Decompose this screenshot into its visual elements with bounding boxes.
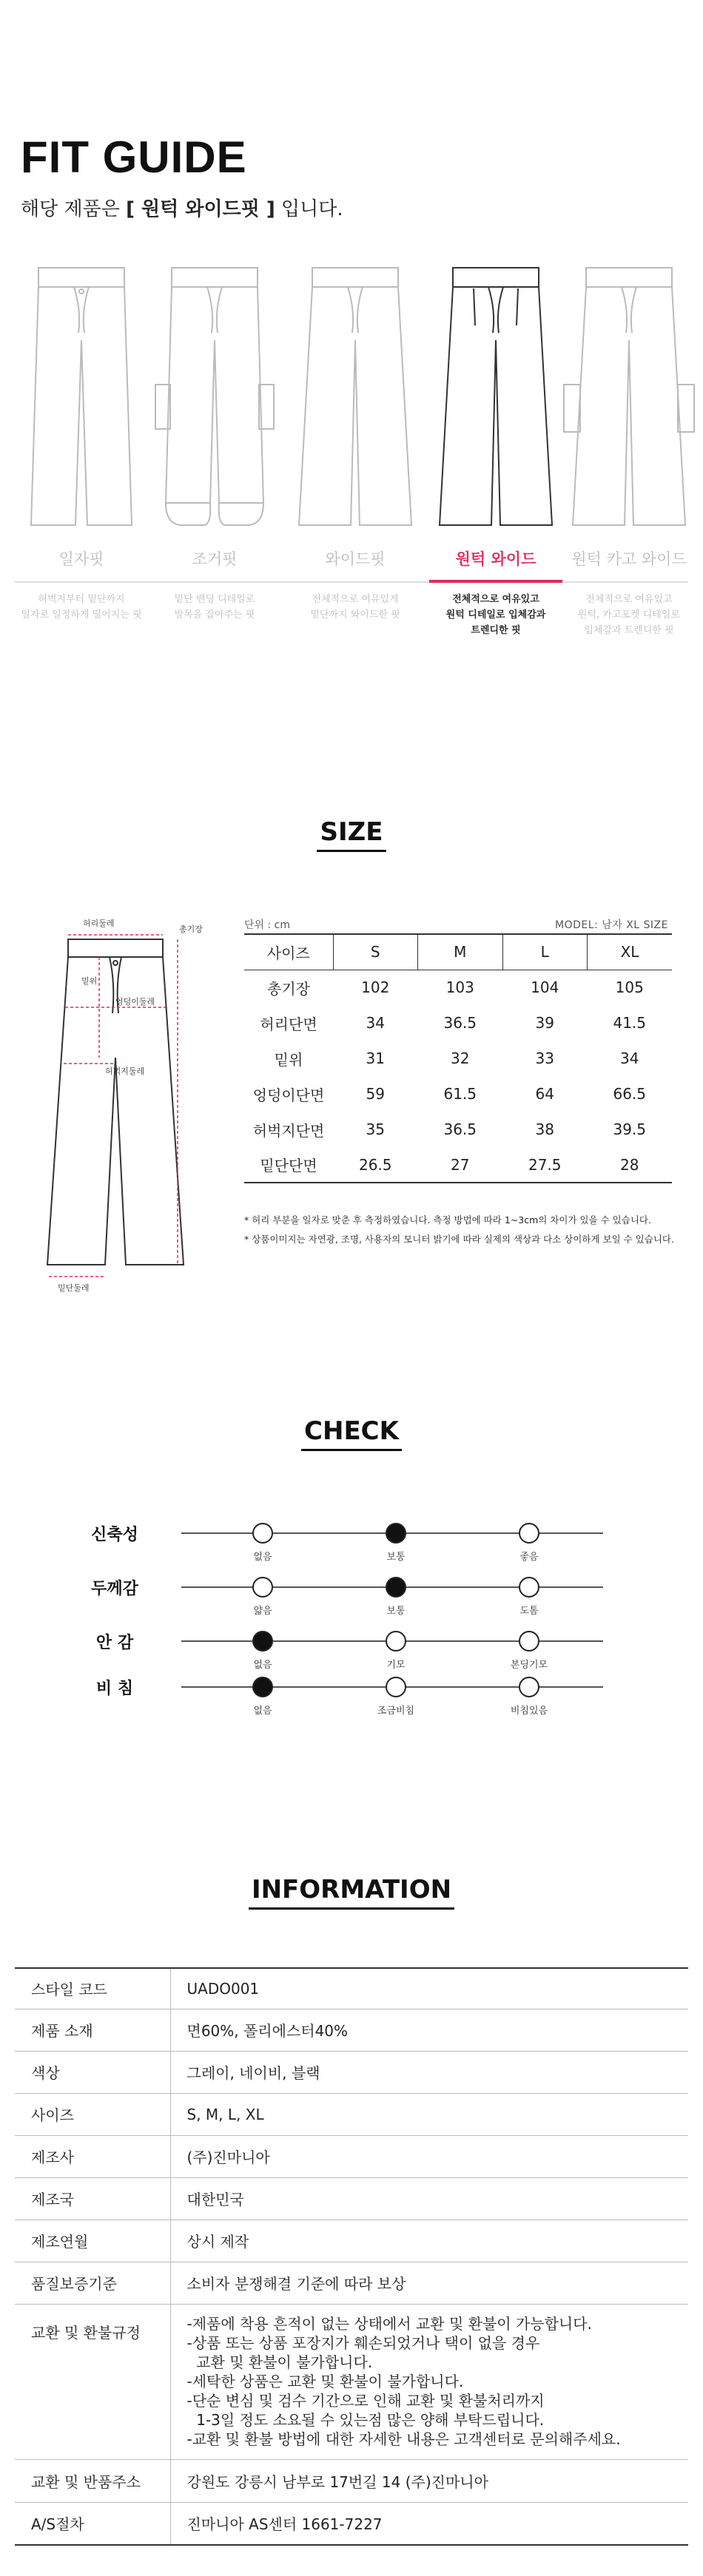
info-key: 품질보증기준 bbox=[15, 2262, 170, 2304]
info-value-multiline bbox=[170, 2304, 688, 2459]
check-section-title bbox=[0, 1416, 703, 1451]
size-cell: 27 bbox=[451, 1155, 470, 1174]
size-row bbox=[244, 1041, 672, 1076]
model-size: MODEL: 남자 XL SIZE bbox=[555, 919, 668, 931]
info-key: 제조연월 bbox=[15, 2220, 170, 2262]
info-row bbox=[15, 2304, 688, 2459]
one-tuck-cargo-wide-pants-illustration bbox=[562, 259, 696, 533]
info-value-line: 1-3일 정도 소요될 수 있는점 많은 양해 부탁드립니다. bbox=[186, 2411, 545, 2429]
fit-divider bbox=[15, 581, 688, 583]
size-header-cell: XL bbox=[588, 934, 673, 970]
size-cell: 35 bbox=[366, 1120, 385, 1138]
size-cell: 104 bbox=[531, 978, 559, 997]
fit-label-wide: 와이드핏 bbox=[325, 550, 386, 568]
info-value-line: 교환 및 환불이 불가합니다. bbox=[186, 2353, 373, 2371]
check-title-text: CHECK bbox=[301, 1416, 402, 1451]
size-cell: 102 bbox=[361, 978, 390, 997]
fit-desc-line: 원턱 디테일로 입체감과 bbox=[445, 609, 546, 621]
check-dot bbox=[386, 1631, 406, 1652]
fit-desc-one-tuck-wide bbox=[429, 592, 562, 638]
check-option: 좋음 bbox=[519, 1552, 539, 1563]
check-label: 비 침 bbox=[95, 1680, 134, 1698]
check-dot bbox=[252, 1523, 273, 1544]
size-unit: 단위 : cm bbox=[244, 919, 291, 931]
waist-label: 허리둘레 bbox=[83, 919, 115, 928]
size-row bbox=[244, 1076, 672, 1112]
info-key: 교환 및 환불규정 bbox=[15, 2304, 170, 2459]
size-section-title bbox=[0, 817, 703, 852]
size-cell: 33 bbox=[535, 1049, 554, 1067]
size-cell: 31 bbox=[366, 1049, 385, 1067]
hip-label: 엉덩이둘레 bbox=[115, 997, 155, 1007]
info-key: 스타일 코드 bbox=[15, 1968, 170, 2009]
size-row bbox=[244, 970, 672, 1005]
length-label: 총기장 bbox=[179, 924, 203, 934]
check-label: 안 감 bbox=[95, 1634, 134, 1652]
info-row bbox=[15, 2262, 688, 2304]
fit-desc-one-tuck-cargo-wide bbox=[562, 592, 696, 638]
check-option: 얇음 bbox=[253, 1606, 272, 1617]
info-value: 소비자 분쟁해결 기준에 따라 보상 bbox=[170, 2262, 688, 2304]
size-header-cell: M bbox=[418, 934, 503, 970]
fit-desc-line: 전체적으로 여유있고 bbox=[585, 594, 673, 605]
check-dot bbox=[386, 1523, 406, 1544]
info-key: 색상 bbox=[15, 2051, 170, 2093]
size-cell: 66.5 bbox=[613, 1085, 647, 1103]
info-value-line: -교환 및 환불 방법에 대한 자세한 내용은 고객센터로 문의해주세요. bbox=[186, 2430, 621, 2448]
info-value-line: -상품 또는 상품 포장지가 훼손되었거나 택이 없을 경우 bbox=[186, 2334, 540, 2352]
size-row bbox=[244, 1147, 672, 1183]
check-option: 없음 bbox=[253, 1705, 272, 1717]
fit-desc-line: 밑단 밴딩 디테일로 bbox=[174, 594, 255, 605]
info-key: 사이즈 bbox=[15, 2093, 170, 2135]
fit-label-one-tuck-cargo-wide: 원턱 카고 와이드 bbox=[571, 550, 687, 568]
size-cell: 39.5 bbox=[613, 1120, 647, 1138]
size-cell: 59 bbox=[366, 1085, 385, 1103]
check-label: 두께감 bbox=[91, 1580, 138, 1598]
size-row bbox=[244, 1005, 672, 1041]
info-value: (주)진마니아 bbox=[170, 2135, 688, 2177]
info-key: 제품 소재 bbox=[15, 2009, 170, 2051]
size-title-text: SIZE bbox=[317, 817, 386, 852]
check-dot bbox=[519, 1577, 539, 1598]
size-cell: 38 bbox=[535, 1120, 554, 1138]
info-row bbox=[15, 2009, 688, 2051]
check-dot bbox=[519, 1677, 539, 1697]
check-option: 기모 bbox=[386, 1660, 406, 1671]
fit-guide-subtitle bbox=[21, 194, 343, 221]
size-measure-diagram bbox=[22, 910, 222, 1309]
size-cell: 34 bbox=[366, 1014, 385, 1032]
fit-desc-line: 트렌디한 핏 bbox=[471, 625, 521, 636]
info-value: 상시 제작 bbox=[170, 2220, 688, 2262]
fit-desc-line: 전체적으로 여유있고 bbox=[452, 594, 539, 605]
size-cell: 28 bbox=[620, 1155, 639, 1174]
check-dot bbox=[386, 1677, 406, 1697]
fit-desc-line: 허벅지부터 밑단까지 bbox=[38, 594, 125, 605]
size-cell: 39 bbox=[535, 1014, 554, 1032]
size-row-name: 총기장 bbox=[267, 979, 310, 998]
info-value-line: -제품에 착용 흔적이 없는 상태에서 교환 및 환불이 가능합니다. bbox=[186, 2315, 592, 2333]
fit-desc-line: 전체적으로 여유있게 bbox=[312, 594, 399, 605]
subtitle-post: 입니다. bbox=[275, 198, 343, 220]
info-value: 대한민국 bbox=[170, 2177, 688, 2220]
info-row bbox=[15, 2177, 688, 2220]
info-value: 면60%, 폴리에스터40% bbox=[170, 2009, 688, 2051]
thigh-label: 허벅지둘레 bbox=[105, 1066, 145, 1076]
fit-label-jogger: 조거핏 bbox=[192, 550, 238, 568]
info-row bbox=[15, 2459, 688, 2502]
info-row bbox=[15, 2220, 688, 2262]
one-tuck-wide-pants-illustration bbox=[429, 259, 562, 533]
size-row-name: 밑위 bbox=[274, 1050, 303, 1069]
size-cell: 36.5 bbox=[443, 1014, 477, 1032]
check-option: 조금비침 bbox=[377, 1705, 415, 1717]
size-cell: 64 bbox=[535, 1085, 554, 1103]
size-row-name: 허벅지단면 bbox=[252, 1121, 325, 1140]
size-cell: 32 bbox=[451, 1049, 470, 1067]
size-cell: 26.5 bbox=[358, 1155, 392, 1174]
fit-active-indicator bbox=[429, 580, 562, 583]
check-option: 본딩기모 bbox=[510, 1660, 548, 1671]
fit-desc-line: 밑단까지 와이드한 핏 bbox=[310, 609, 400, 621]
size-note: * 허리 부분을 일자로 맞춘 후 측정하였습니다. 측정 방법에 따라 1~3cm의 차이가 있을 수 있습니다. bbox=[244, 1214, 651, 1226]
size-cell: 105 bbox=[615, 978, 644, 997]
fit-label-straight: 일자핏 bbox=[58, 550, 104, 568]
info-value-line: -세탁한 상품은 교환 및 환불이 불가합니다. bbox=[186, 2373, 464, 2390]
info-value-line: -단순 변심 및 검수 기간으로 인해 교환 및 환불처리까지 bbox=[186, 2392, 545, 2410]
size-table bbox=[244, 933, 672, 1183]
check-option: 없음 bbox=[253, 1660, 272, 1671]
info-key: A/S절차 bbox=[15, 2502, 170, 2545]
size-header-cell: L bbox=[502, 934, 588, 970]
size-row-name: 밑단단면 bbox=[260, 1157, 317, 1174]
size-cell: 61.5 bbox=[443, 1085, 477, 1103]
fit-desc-line: 원턱, 카고포켓 디테일로 bbox=[578, 609, 680, 621]
info-key: 제조국 bbox=[15, 2177, 170, 2220]
info-row bbox=[15, 2051, 688, 2093]
size-cell: 41.5 bbox=[613, 1014, 647, 1032]
check-dot bbox=[252, 1577, 273, 1598]
information-title-text: INFORMATION bbox=[249, 1875, 454, 1910]
size-header-row bbox=[244, 934, 672, 970]
info-value: 강원도 강릉시 남부로 17번길 14 (주)진마니아 bbox=[170, 2459, 688, 2502]
check-dot bbox=[519, 1523, 539, 1544]
subtitle-fit-name: [ 원턱 와이드핏 ] bbox=[126, 198, 275, 220]
info-value: 그레이, 네이비, 블랙 bbox=[170, 2051, 688, 2093]
size-cell: 34 bbox=[620, 1049, 639, 1067]
info-key: 교환 및 반품주소 bbox=[15, 2459, 170, 2502]
size-row bbox=[244, 1112, 672, 1147]
info-row bbox=[15, 1968, 688, 2009]
check-option: 도톰 bbox=[519, 1606, 539, 1617]
size-cell: 36.5 bbox=[443, 1120, 477, 1138]
info-row bbox=[15, 2502, 688, 2545]
check-option: 없음 bbox=[253, 1552, 272, 1563]
information-table bbox=[15, 1967, 688, 2546]
wide-fit-pants-illustration bbox=[289, 259, 422, 533]
size-row-name: 엉덩이단면 bbox=[252, 1086, 325, 1104]
subtitle-pre: 해당 제품은 bbox=[21, 198, 127, 220]
information-section-title bbox=[0, 1875, 703, 1910]
info-value: UADO001 bbox=[170, 1968, 688, 2009]
fit-desc-straight bbox=[15, 592, 148, 623]
info-value: 진마니아 AS센터 1661-7227 bbox=[170, 2502, 688, 2545]
fit-desc-line: 발목을 잡아주는 핏 bbox=[174, 609, 255, 621]
size-note: * 상품이미지는 자연광, 조명, 사용자의 모니터 밝기에 따라 실제의 색상과 다소 상이하게 보일 수 있습니다. bbox=[244, 1234, 674, 1245]
size-header-cell: 사이즈 bbox=[266, 944, 310, 962]
hem-label: 밑단둘레 bbox=[58, 1283, 90, 1293]
size-cell: 27.5 bbox=[528, 1155, 562, 1174]
check-option: 보통 bbox=[386, 1552, 406, 1563]
fit-desc-line: 입체감과 트렌디한 핏 bbox=[584, 625, 674, 636]
check-option: 보통 bbox=[386, 1606, 406, 1617]
info-row bbox=[15, 2093, 688, 2135]
fit-desc-wide bbox=[289, 592, 422, 623]
fit-guide-title: FIT GUIDE bbox=[21, 132, 247, 182]
check-label: 신축성 bbox=[91, 1526, 138, 1544]
straight-fit-pants-illustration bbox=[15, 259, 148, 533]
check-dot bbox=[519, 1631, 539, 1652]
info-row bbox=[15, 2135, 688, 2177]
info-value: S, M, L, XL bbox=[170, 2093, 688, 2135]
size-row-name: 허리단면 bbox=[260, 1015, 317, 1033]
fit-desc-line: 일자로 일정하게 떨어지는 핏 bbox=[21, 609, 142, 621]
check-option: 비침있음 bbox=[510, 1705, 548, 1717]
info-key: 제조사 bbox=[15, 2135, 170, 2177]
check-dot bbox=[386, 1577, 406, 1598]
jogger-fit-pants-illustration bbox=[148, 259, 281, 533]
fit-desc-jogger bbox=[148, 592, 281, 623]
fit-label-one-tuck-wide: 원턱 와이드 bbox=[455, 550, 536, 568]
check-dot bbox=[252, 1631, 273, 1652]
check-dot bbox=[252, 1677, 273, 1697]
rise-label: 밑위 bbox=[81, 976, 98, 986]
size-cell: 103 bbox=[445, 978, 474, 997]
size-header-cell: S bbox=[333, 934, 418, 970]
